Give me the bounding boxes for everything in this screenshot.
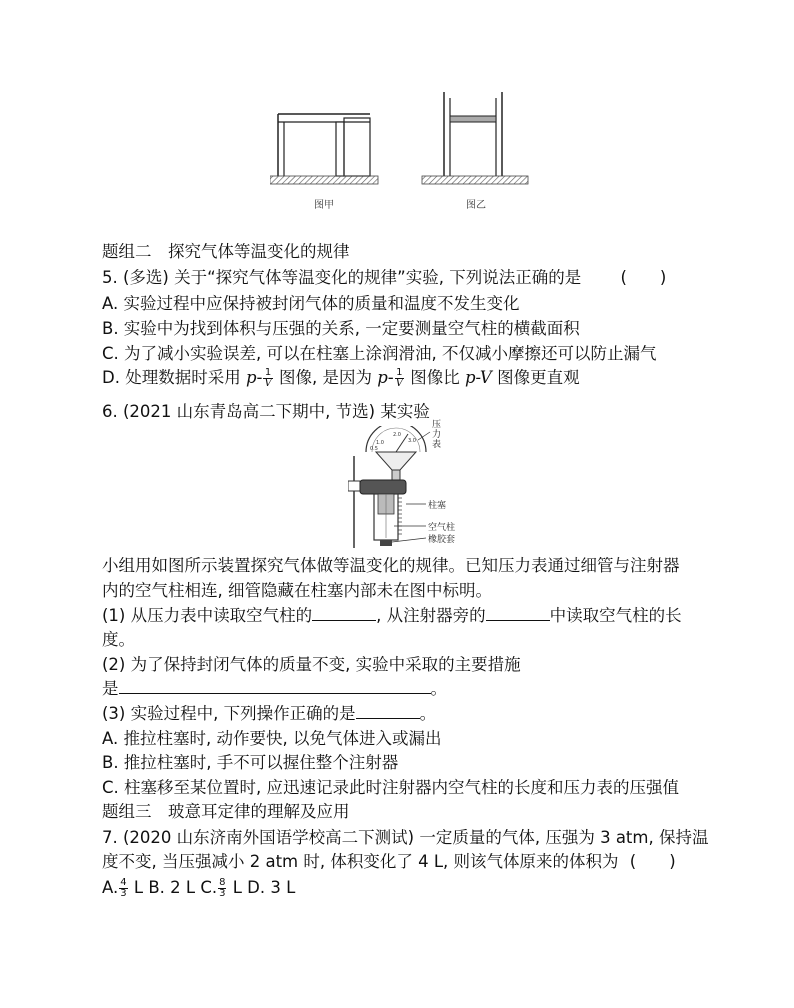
q6-p1-a: (1) 从压力表中读取空气柱的 [102, 606, 313, 625]
section2-title: 题组二 探究气体等温变化的规律 [102, 242, 350, 261]
q5-option-a: A. 实验过程中应保持被封闭气体的质量和温度不发生变化 [102, 294, 520, 313]
q5-d-frac-den: V [264, 378, 272, 389]
q6-p1-b: , 从注射器旁的 [376, 606, 486, 625]
figure-yi [422, 92, 528, 184]
q5-stem [102, 266, 666, 290]
gauge-digit-4: 0.5 [370, 446, 378, 452]
top-figures [270, 88, 530, 218]
q5-d-dash2: - [387, 368, 394, 387]
q5-answer-bracket: ( ) [620, 268, 667, 287]
figure-jia-yi-diagram [270, 88, 530, 218]
q5-d-prefix: D. 处理数据时采用 [102, 368, 246, 387]
q7-a-num: 4 [120, 877, 127, 888]
q5-stem-text: 5. (多选) 关于“探究气体等温变化的规律”实验, 下列说法正确的是 [102, 268, 582, 287]
q5-d-mid: 图像, 是因为 [273, 368, 378, 387]
q5-option-d [102, 366, 580, 390]
q7-option-b: B. 2 L [148, 878, 196, 897]
q5-d-frac-num: 1 [264, 367, 272, 378]
gauge-digit-2: 2.0 [393, 432, 401, 438]
q7-answer-bracket: ( ) [629, 852, 676, 871]
q7-options [102, 876, 295, 900]
q7-c-den: 3 [219, 888, 226, 899]
q7-line1: 7. (2020 山东济南外国语学校高二下测试) 一定质量的气体, 压强为 3 atm, 保持温 [102, 828, 709, 847]
q6-option-a: A. 推拉柱塞时, 动作要快, 以免气体进入或漏出 [102, 729, 442, 748]
q7-a-post: L [128, 878, 144, 897]
q6-part3 [102, 702, 436, 726]
q6-p2-blank[interactable] [119, 677, 431, 694]
q7-c-num: 8 [219, 877, 226, 888]
q7-c-pre: C. [200, 878, 218, 897]
caption-jia: 图甲 [314, 200, 334, 211]
q6-part1 [102, 604, 682, 628]
label-plunger: 柱塞 [428, 501, 447, 511]
q6-text1: 小组用如图所示装置探究气体做等温变化的规律。已知压力表通过细管与注射器 [102, 556, 680, 575]
q6-p2-c: 。 [430, 679, 447, 698]
q5-d-p2: p [377, 368, 388, 387]
figure-jia [270, 114, 378, 184]
q5-d-frac2-num: 1 [396, 367, 403, 378]
q6-part2: (2) 为了保持封闭气体的质量不变, 实验中采取的主要措施 [102, 655, 521, 674]
q6-p1-blank2[interactable] [486, 604, 550, 621]
q5-d-p: p [245, 368, 257, 387]
gauge-digit-1: 1.0 [376, 440, 384, 446]
q6-p1-blank1[interactable] [312, 604, 376, 621]
q6-stem: 6. (2021 山东青岛高二下期中, 节选) 某实验 [102, 402, 430, 421]
q7-line2 [102, 850, 676, 874]
q5-d-suffix: 图像更直观 [491, 368, 580, 387]
q5-option-b: B. 实验中为找到体积与压强的关系, 一定要测量空气柱的横截面积 [102, 319, 580, 338]
q6-p3-a: (3) 实验过程中, 下列操作正确的是 [102, 704, 356, 723]
label-gauge: 压力表 [432, 420, 442, 450]
caption-yi: 图乙 [466, 200, 486, 211]
q6-part2-cont [102, 677, 447, 701]
q5-option-c: C. 为了减小实验误差, 可以在柱塞上涂润滑油, 不仅减小摩擦还可以防止漏气 [102, 344, 657, 363]
q6-part1-cont: 度。 [102, 630, 135, 649]
q5-d-dash: - [256, 368, 263, 387]
q6-p3-blank[interactable] [356, 702, 420, 719]
q6-p1-c: 中读取空气柱的长 [549, 606, 682, 625]
label-rubber-cap: 橡胶套 [428, 535, 456, 545]
gauge-digit-3: 3.0 [408, 438, 416, 444]
syringe-apparatus-figure [348, 420, 468, 548]
q7-c-post: L [227, 878, 242, 897]
label-air-column: 空气柱 [428, 523, 456, 533]
q7-option-d: D. 3 L [247, 878, 296, 897]
q5-d-frac2-den: V [395, 378, 403, 389]
q7-c-fraction [218, 878, 226, 899]
q6-option-b: B. 推拉柱塞时, 手不可以握住整个注射器 [102, 753, 399, 772]
q6-p2-b: 是 [102, 679, 119, 698]
q7-line2-text: 度不变, 当压强减小 2 atm 时, 体积变化了 4 L, 则该气体原来的体积为 [102, 852, 619, 871]
q5-d-fraction2 [395, 368, 404, 389]
q5-d-mid2: 图像比 [404, 368, 465, 387]
q7-a-pre: A. [102, 878, 119, 897]
q5-d-fraction [263, 368, 272, 389]
q6-text2: 内的空气柱相连, 细管隐藏在柱塞内部未在图中标明。 [102, 581, 492, 600]
q7-a-fraction [119, 878, 127, 899]
q6-option-c: C. 柱塞移至某位置时, 应迅速记录此时注射器内空气柱的长度和压力表的压强值 [102, 778, 680, 797]
section3-title: 题组三 玻意耳定律的理解及应用 [102, 802, 350, 821]
q7-a-den: 3 [120, 888, 127, 899]
q5-d-pv: p-V [464, 368, 492, 387]
q6-p3-b: 。 [419, 704, 437, 723]
